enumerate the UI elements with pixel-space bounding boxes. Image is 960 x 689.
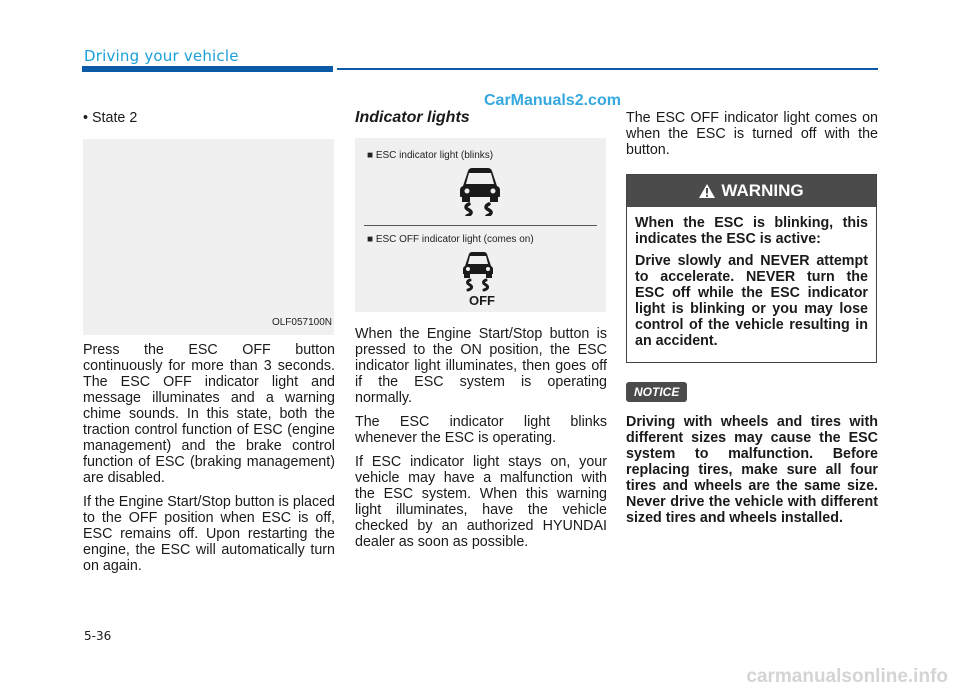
warning-body bbox=[627, 207, 876, 349]
warning-triangle-icon bbox=[699, 184, 715, 198]
watermark-top: CarManuals2.com bbox=[484, 92, 621, 109]
figure-placeholder bbox=[83, 139, 334, 335]
bullet-text: State 2 bbox=[91, 110, 138, 126]
column-1 bbox=[83, 110, 335, 582]
bullet-item: • State 2 bbox=[83, 110, 138, 126]
column-3 bbox=[626, 110, 878, 526]
paragraph: Press the ESC OFF button continuously for more than 3 seconds. The ESC OFF indicator light and message illuminates and a warning chime sounds. In this state, both the traction control function of ESC (engine management) and the brake control function of ESC (braking management) are disabled. bbox=[83, 342, 335, 486]
notice-badge: NOTICE bbox=[626, 382, 687, 402]
caption-esc-blinks: ■ ESC indicator light (blinks) bbox=[367, 150, 494, 161]
warning-paragraph: When the ESC is blinking, this indicates the ESC is active: bbox=[635, 215, 868, 247]
esc-indicator-icon bbox=[457, 166, 503, 216]
figure-divider bbox=[364, 225, 597, 226]
paragraph: If ESC indicator light stays on, your vehicle may have a malfunction with the ESC system. When this warning light illuminates, have the vehicle checked by an authorized HYUNDAI dealer as soon as possible. bbox=[355, 454, 607, 550]
indicator-lights-heading: Indicator lights bbox=[355, 109, 470, 126]
caption-esc-off: ■ ESC OFF indicator light (comes on) bbox=[367, 234, 534, 245]
warning-header bbox=[627, 175, 876, 207]
figure-code: OLF057100N bbox=[271, 317, 332, 328]
intro-paragraph: The ESC OFF indicator light comes on when the ESC is turned off with the button. bbox=[626, 110, 878, 158]
header-rule-thin bbox=[337, 68, 878, 70]
header-rule-dark bbox=[82, 66, 333, 72]
warning-box bbox=[626, 174, 877, 363]
column-2 bbox=[355, 110, 607, 558]
section-title: Driving your vehicle bbox=[84, 47, 239, 65]
watermark-bottom: carmanualsonline.info bbox=[746, 666, 948, 687]
off-label: OFF bbox=[469, 293, 495, 306]
paragraph: If the Engine Start/Stop button is placed to the OFF position when ESC is off, ESC remains off. Upon restarting the engine, the ESC will automatically turn on again. bbox=[83, 494, 335, 574]
warning-paragraph: Drive slowly and NEVER attempt to accelerate. NEVER turn the ESC off while the ESC indicator light is blinking or you may lose control of the vehicle resulting in an accident. bbox=[635, 253, 868, 349]
indicator-figure bbox=[355, 138, 606, 312]
esc-off-indicator-icon bbox=[459, 250, 505, 306]
paragraph: When the Engine Start/Stop button is pressed to the ON position, the ESC indicator light illuminates, then goes off if the ESC system is operating normally. bbox=[355, 326, 607, 406]
page-number: 5-36 bbox=[84, 629, 112, 643]
paragraph: The ESC indicator light blinks whenever the ESC is operating. bbox=[355, 414, 607, 446]
notice-text: Driving with wheels and tires with different sizes may cause the ESC system to malfunction. Before replacing tires, make sure all four tires and wheels are the same size. Never drive the vehicle with different sized tires and wheels installed. bbox=[626, 414, 878, 526]
warning-title: WARNING bbox=[721, 181, 804, 200]
